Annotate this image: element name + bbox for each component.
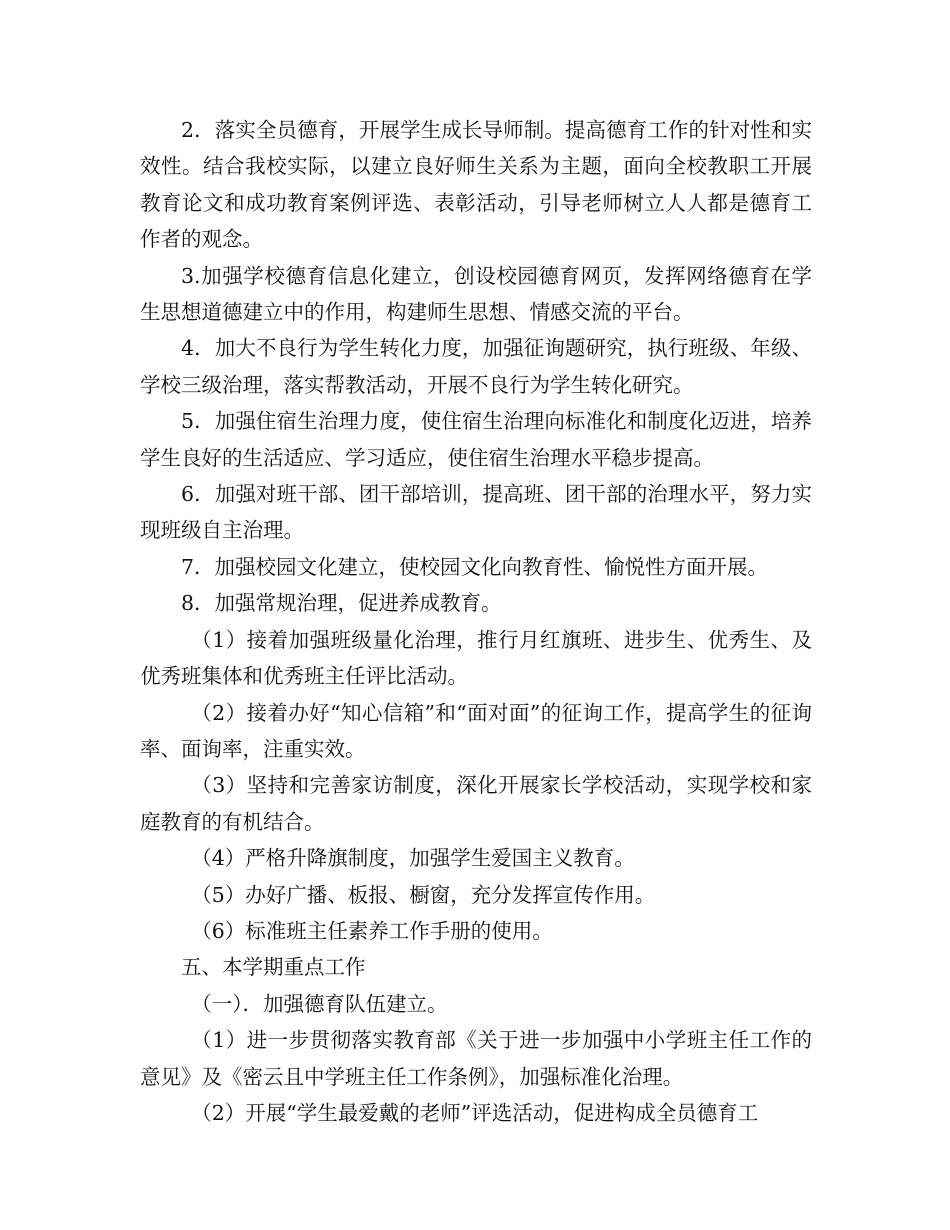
paragraph-6: 6．加强对班干部、团干部培训，提高班、团干部的治理水平，努力实现班级自主治理。	[140, 482, 812, 543]
paragraph-7: 7．加强校园文化建立，使校园文化向教育性、愉悦性方面开展。	[181, 554, 769, 579]
paragraph-4: 4．加大不良行为学生转化力度，加强征询题研究，执行班级、年级、学校三级治理，落实帮教活动，开展不良行为学生转化研究。	[140, 336, 812, 397]
sub-item-2: （2）接着办好“知心信箱”和“面对面”的征询工作，提高学生的征询率、面询率，注重实效。	[140, 700, 812, 761]
section-heading-five: 五、本学期重点工作	[181, 955, 366, 980]
paragraph-8: 8．加强常规治理，促进养成教育。	[181, 591, 502, 616]
sub-item-3: （3）坚持和完善家访制度，深化开展家长学校活动，实现学校和家庭教育的有机结合。	[140, 773, 812, 834]
paragraph-5: 5．加强住宿生治理力度，使住宿生治理向标准化和制度化迈进，培养学生良好的生活适应、学习适应，使住宿生治理水平稳步提高。	[140, 409, 812, 470]
sub-item-6: （6）标准班主任素养工作手册的使用。	[191, 918, 553, 943]
subsection-item-1: （1）进一步贯彻落实教育部《关于进一步加强中小学班主任工作的意见》及《密云且中学班主任工作条例》，加强标准化治理。	[140, 1028, 812, 1089]
document-body	[140, 112, 812, 1131]
subsection-heading-one: （一）．加强德育队伍建立。	[191, 991, 448, 1016]
paragraph-3: 3.加强学校德育信息化建立，创设校园德育网页，发挥网络德育在学生思想道德建立中的作用，构建师生思想、情感交流的平台。	[140, 263, 812, 325]
subsection-item-2: （2）开展“学生最爱戴的老师”评选活动，促进构成全员德育工	[191, 1100, 759, 1125]
sub-item-1: （1）接着加强班级量化治理，推行月红旗班、进步生、优秀生、及优秀班集体和优秀班主任评比活动。	[140, 627, 812, 689]
paragraph-2: 2．落实全员德育，开展学生成长导师制。提高德育工作的针对性和实效性。结合我校实际，以建立良好师生关系为主题，面向全校教职工开展教育论文和成功教育案例评选、表彰活动，引导老师树立人人都是德育工作者的观念。	[140, 118, 812, 252]
sub-item-4: （4）严格升降旗制度，加强学生爱国主义教育。	[191, 846, 635, 871]
sub-item-5: （5）办好广播、板报、橱窗，充分发挥宣传作用。	[191, 882, 656, 907]
